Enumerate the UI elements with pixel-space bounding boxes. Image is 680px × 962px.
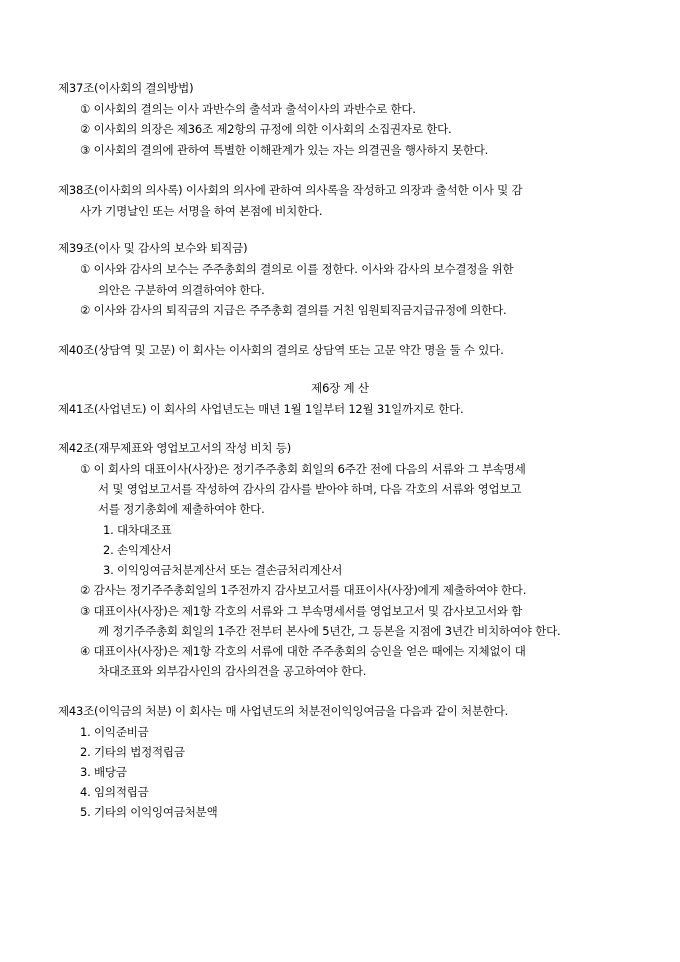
article-37-item-1: ① 이사회의 결의는 이사 과반수의 출석과 출석이사의 과반수로 한다. [80,102,416,116]
article-38-line-1: 제38조(이사회의 의사록) 이사회의 의사에 관하여 의사록을 작성하고 의장과 출석한 이사 및 감 [58,183,523,197]
article-42-subitem-1: 1. 대차대조표 [103,523,172,537]
article-43-item-4: 4. 임의적립금 [80,785,149,799]
article-37-item-3: ③ 이사회의 결의에 관하여 특별한 이해관계가 있는 자는 의결권을 행사하지 못한다. [80,143,489,157]
article-40: 제40조(상담역 및 고문) 이 회사는 이사회의 결의로 상담역 또는 고문 약간 명을 둘 수 있다. [58,343,504,357]
article-43-item-2: 2. 기타의 법정적립금 [80,745,185,759]
article-42-item-3-line-2: 께 정기주주총회 회일의 1주간 전부터 본사에 5년간, 그 등본을 지점에 3년간 비치하여야 한다. [98,624,561,638]
article-43-item-3: 3. 배당금 [80,765,127,779]
article-39-heading: 제39조(이사 및 감사의 보수와 퇴직금) [58,241,248,255]
article-43-heading: 제43조(이익금의 처분) 이 회사는 매 사업년도의 처분전이익잉여금을 다음과 같이 처분한다. [58,704,509,718]
article-38-line-2: 사가 기명날인 또는 서명을 하여 본점에 비치한다. [80,204,323,218]
article-42-item-1-line-1: ① 이 회사의 대표이사(사장)은 정기주주총회 회일의 6주간 전에 다음의 서류와 그 부속명세 [80,462,526,476]
article-42-item-1-line-3: 서를 정기총회에 제출하여야 한다. [98,502,265,516]
article-37-item-2: ② 이사회의 의장은 제36조 제2항의 규정에 의한 이사회의 소집권자로 한다. [80,122,452,136]
article-42-item-4-line-1: ④ 대표이사(사장)은 제1항 각호의 서류에 대한 주주총회의 승인을 얻은 때에는 지체없이 대 [80,644,526,658]
article-42-subitem-3: 3. 이익잉여금처분계산서 또는 결손금처리계산서 [103,563,343,577]
article-42-heading: 제42조(재무제표와 영업보고서의 작성 비치 등) [58,441,291,455]
chapter-6-title: 제6장 계 산 [311,381,369,395]
article-42-subitem-2: 2. 손익계산서 [103,543,172,557]
article-42-item-4-line-2: 차대조표와 외부감사인의 감사의견을 공고하여야 한다. [98,664,367,678]
article-39-item-1-line-1: ① 이사와 감사의 보수는 주주총회의 결의로 이를 정한다. 이사와 감사의 보수결정을 위한 [80,262,514,276]
article-42-item-2: ② 감사는 정기주주총회일의 1주전까지 감사보고서를 대표이사(사장)에게 제출하여야 한다. [80,583,527,597]
article-41: 제41조(사업년도) 이 회사의 사업년도는 매년 1월 1일부터 12월 31일까지로 한다. [58,402,464,416]
article-43-item-5: 5. 기타의 이익잉여금처분액 [80,805,218,819]
article-42-item-3-line-1: ③ 대표이사(사장)은 제1항 각호의 서류와 그 부속명세서를 영업보고서 및 감사보고서와 함 [80,604,523,618]
article-39-item-2: ② 이사와 감사의 퇴직금의 지급은 주주총회 결의를 거친 임원퇴직금지급규정에 의한다. [80,303,507,317]
article-43-item-1: 1. 이익준비금 [80,725,149,739]
article-39-item-1-line-2: 의안은 구분하여 의결하여야 한다. [98,283,265,297]
article-37-heading: 제37조(이사회의 결의방법) [58,81,194,95]
article-42-item-1-line-2: 서 및 영업보고서를 작성하여 감사의 감사를 받아야 하며, 다음 각호의 서류와 영업보고 [98,482,522,496]
